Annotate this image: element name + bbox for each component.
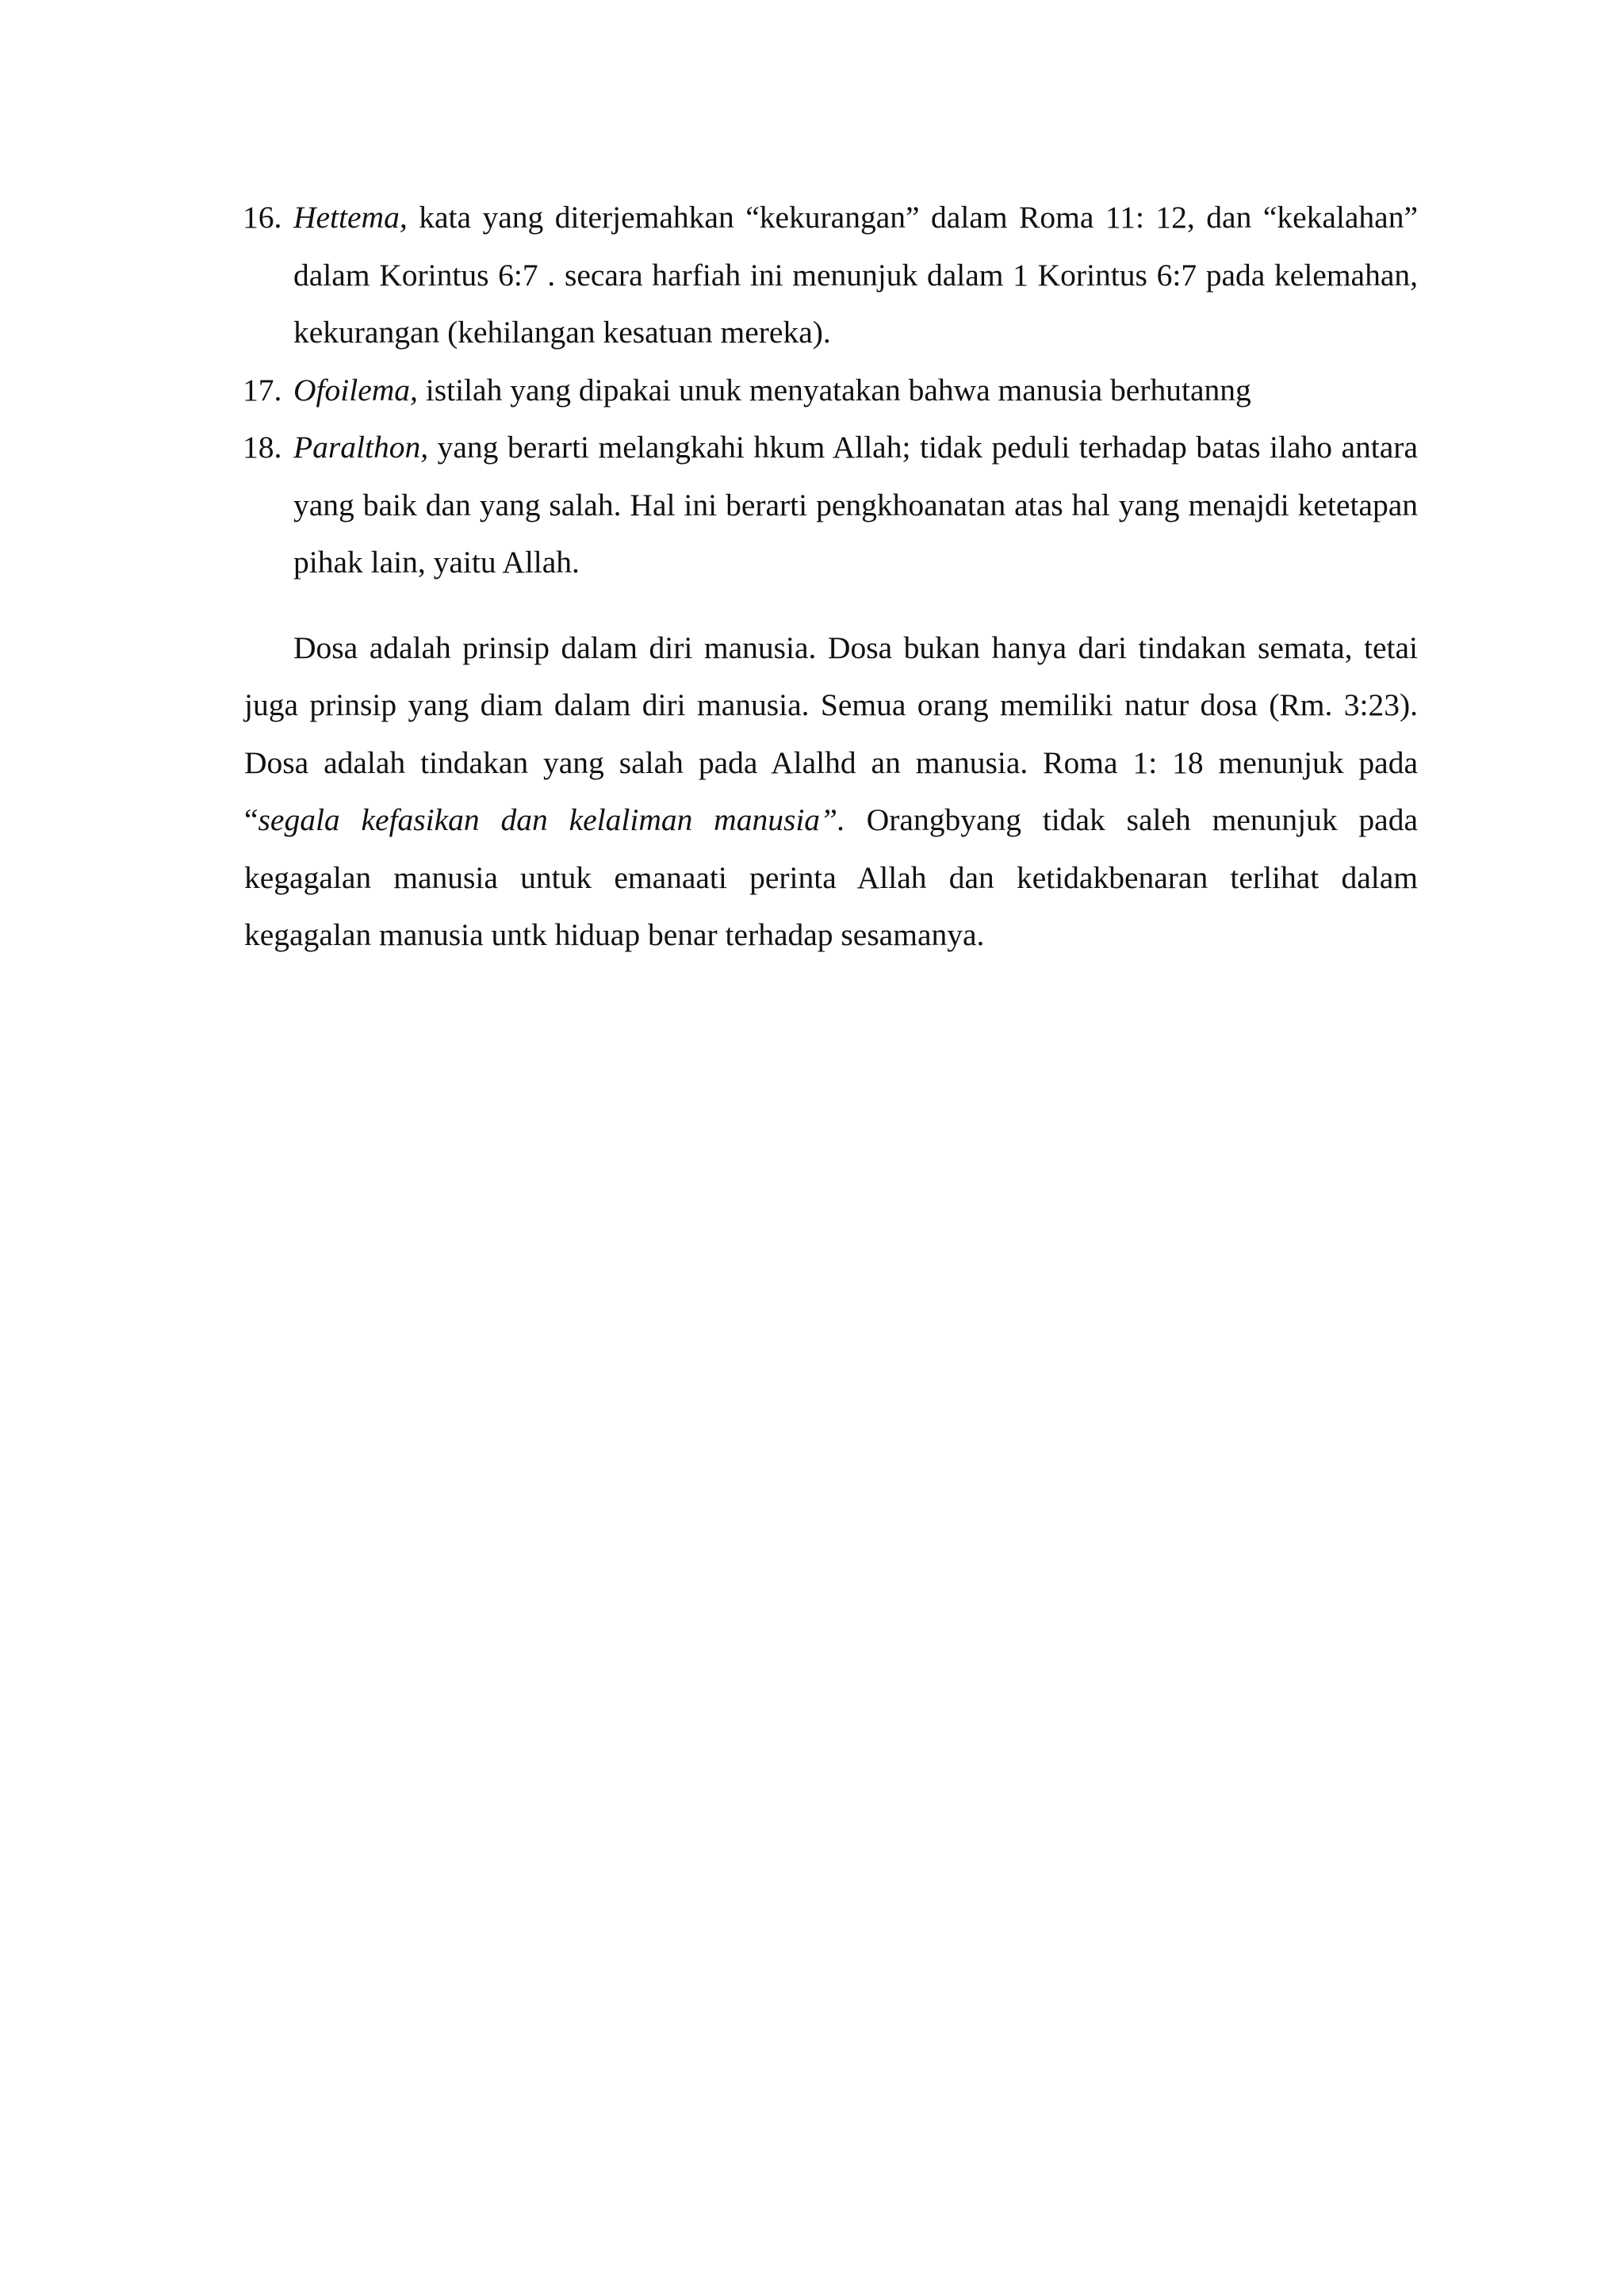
list-text: yang berarti melangkahi hkum Allah; tidak peduli terhadap batas ilaho antara yang baik dan yang salah. Hal ini berarti pengkhoanatan atas hal yang menajdi ketetapan pihak lain, yaitu Allah. bbox=[293, 430, 1418, 580]
list-number: 18. bbox=[243, 430, 282, 465]
paragraph-text-part2: Orangbyang tidak saleh menunjuk pada kegagalan manusia untuk emanaati perinta Allah dan ketidakbenaran terlihat dalam kegagalan manusia untk hiduap benar terhadap sesamanya. bbox=[244, 802, 1418, 952]
list-number: 17. bbox=[243, 372, 282, 408]
list-number: 16. bbox=[243, 200, 282, 235]
list-term: Paralthon, bbox=[293, 430, 429, 465]
list-text: istilah yang dipakai unuk menyatakan bahwa manusia berhutanng bbox=[417, 372, 1251, 408]
paragraph-text-part1: Dosa adalah prinsip dalam diri manusia. Dosa bukan hanya dari tindakan semata, tetai juga prinsip yang diam dalam diri manusia. Semua orang memiliki natur dosa (Rm. 3:23). Dosa adalah tindakan yang salah pada Alalhd an manusia. Roma 1: 18 menunjuk pada “ bbox=[244, 629, 1418, 837]
paragraph-quote: segala kefasikan dan kelaliman manusia”. bbox=[258, 802, 845, 837]
list-term: Hettema, bbox=[293, 200, 408, 235]
list-item-18 bbox=[244, 419, 1418, 591]
body-paragraph bbox=[244, 619, 1418, 964]
list-term: Ofoilema, bbox=[293, 372, 418, 408]
list-text: kata yang diterjemahkan “kekurangan” dalam Roma 11: 12, dan “kekalahan” dalam Korintus 6:7 . secara harfiah ini menunjuk dalam 1 Korintus 6:7 pada kelemahan, kekurangan (kehilangan kesatuan mereka). bbox=[293, 200, 1418, 350]
list-item-16 bbox=[244, 189, 1418, 362]
numbered-list bbox=[244, 189, 1418, 591]
document-page bbox=[244, 189, 1418, 995]
list-item-17 bbox=[244, 362, 1418, 419]
